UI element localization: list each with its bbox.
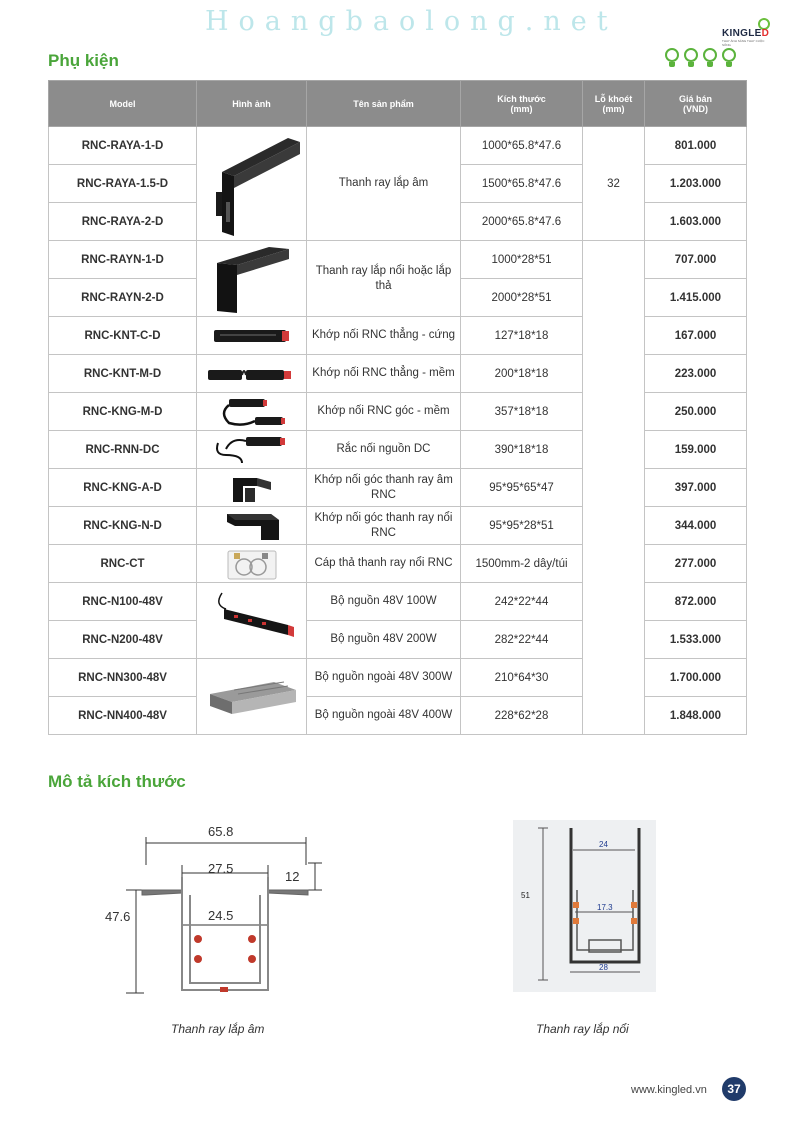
price-cell: 250.000 — [645, 393, 747, 431]
dim-flange: 12 — [285, 869, 300, 884]
price-cell: 872.000 — [645, 583, 747, 621]
name-cell: Khớp nối góc thanh ray nổi RNC — [307, 507, 461, 545]
recessed-rail-diagram — [100, 815, 330, 1000]
caption-recessed: Thanh ray lắp âm — [171, 1022, 265, 1036]
size-cell: 210*64*30 — [461, 659, 583, 697]
product-image-corner-surface — [197, 507, 307, 545]
product-image-48v-driver — [197, 583, 307, 659]
model-cell: RNC-RAYA-1.5-D — [49, 165, 197, 203]
dim-width: 65.8 — [208, 824, 234, 839]
size-cell: 390*18*18 — [461, 431, 583, 469]
size-cell: 2000*28*51 — [461, 279, 583, 317]
size-cell: 1000*65.8*47.6 — [461, 127, 583, 165]
name-cell: Cáp thả thanh ray nổi RNC — [307, 545, 461, 583]
name-cell: Khớp nối RNC thẳng - mềm — [307, 355, 461, 393]
product-image-connector-flexible — [197, 355, 307, 393]
size-cell: 127*18*18 — [461, 317, 583, 355]
logo-tagline: THAY ÁNH SÁNG THAY CUỘC SỐNG — [722, 39, 765, 47]
model-cell: RNC-RAYA-2-D — [49, 203, 197, 241]
model-cell: RNC-NN400-48V — [49, 697, 197, 735]
name-cell: Khớp nối góc thanh ray âm RNC — [307, 469, 461, 507]
size-cell: 95*95*65*47 — [461, 469, 583, 507]
model-cell: RNC-KNG-A-D — [49, 469, 197, 507]
price-cell: 1.700.000 — [645, 659, 747, 697]
caption-surface: Thanh ray lắp nổi — [536, 1022, 629, 1036]
product-image-dc-power-cable — [197, 431, 307, 469]
model-cell: RNC-NN300-48V — [49, 659, 197, 697]
name-cell: Thanh ray lắp âm — [307, 127, 461, 241]
hole-cell: 32 — [583, 127, 645, 241]
product-image-external-driver — [197, 659, 307, 735]
size-cell: 282*22*44 — [461, 621, 583, 659]
header-hole: Lỗ khoét (mm) — [583, 81, 645, 127]
surface-rail-diagram — [513, 820, 656, 992]
price-cell: 159.000 — [645, 431, 747, 469]
size-cell: 95*95*28*51 — [461, 507, 583, 545]
size-cell: 200*18*18 — [461, 355, 583, 393]
product-image-suspension-cable — [197, 545, 307, 583]
size-cell: 2000*65.8*47.6 — [461, 203, 583, 241]
model-cell: RNC-RAYN-1-D — [49, 241, 197, 279]
price-cell: 223.000 — [645, 355, 747, 393]
dim-top: 24 — [599, 840, 608, 849]
product-table — [48, 80, 747, 735]
logo-main: KINGLE — [722, 28, 762, 39]
watermark: Hoangbaolong.net — [205, 6, 618, 37]
section-title-accessories: Phụ kiện — [48, 51, 119, 70]
product-image-corner-recessed — [197, 469, 307, 507]
size-cell: 1500mm-2 dây/túi — [461, 545, 583, 583]
price-cell: 1.415.000 — [645, 279, 747, 317]
price-cell: 344.000 — [645, 507, 747, 545]
model-cell: RNC-KNG-M-D — [49, 393, 197, 431]
model-cell: RNC-RAYA-1-D — [49, 127, 197, 165]
model-cell: RNC-KNG-N-D — [49, 507, 197, 545]
name-cell: Bộ nguồn ngoài 48V 300W — [307, 659, 461, 697]
size-cell: 228*62*28 — [461, 697, 583, 735]
hole-cell-empty — [583, 241, 645, 735]
size-cell: 1500*65.8*47.6 — [461, 165, 583, 203]
model-cell: RNC-KNT-C-D — [49, 317, 197, 355]
product-image-surface-rail — [197, 241, 307, 317]
price-cell: 1.203.000 — [645, 165, 747, 203]
table-row — [49, 241, 747, 279]
bulb-icon — [702, 48, 718, 68]
header-model: Model — [49, 81, 197, 127]
page-number: 37 — [722, 1077, 746, 1101]
model-cell: RNC-KNT-M-D — [49, 355, 197, 393]
bulb-icon — [683, 48, 699, 68]
header-name: Tên sản phẩm — [307, 81, 461, 127]
price-cell: 707.000 — [645, 241, 747, 279]
price-cell: 1.533.000 — [645, 621, 747, 659]
dim-inner: 17.3 — [597, 903, 613, 912]
name-cell: Bộ nguồn 48V 100W — [307, 583, 461, 621]
price-cell: 1.848.000 — [645, 697, 747, 735]
dim-bottom: 28 — [599, 963, 608, 972]
section-title-dimensions: Mô tả kích thước — [48, 772, 186, 791]
dim-height: 51 — [521, 891, 530, 900]
price-cell: 277.000 — [645, 545, 747, 583]
product-image-corner-connector-flexible — [197, 393, 307, 431]
name-cell: Khớp nối RNC góc - mềm — [307, 393, 461, 431]
table-row — [49, 127, 747, 165]
name-cell: Bộ nguồn ngoài 48V 400W — [307, 697, 461, 735]
dim-height: 47.6 — [105, 909, 131, 924]
model-cell: RNC-CT — [49, 545, 197, 583]
bulb-icon — [664, 48, 680, 68]
product-image-connector-rigid — [197, 317, 307, 355]
price-cell: 801.000 — [645, 127, 747, 165]
size-cell: 242*22*44 — [461, 583, 583, 621]
size-cell: 1000*28*51 — [461, 241, 583, 279]
model-cell: RNC-N100-48V — [49, 583, 197, 621]
name-cell: Khớp nối RNC thẳng - cứng — [307, 317, 461, 355]
name-cell: Thanh ray lắp nổi hoặc lắp thả — [307, 241, 461, 317]
model-cell: RNC-RNN-DC — [49, 431, 197, 469]
product-image-recessed-rail — [197, 127, 307, 241]
model-cell: RNC-RAYN-2-D — [49, 279, 197, 317]
kingled-logo — [722, 18, 774, 47]
table-header-row — [49, 81, 747, 127]
header-image: Hình ảnh — [197, 81, 307, 127]
logo-accent: D — [761, 28, 770, 39]
dim-inner-top: 27.5 — [208, 861, 234, 876]
header-price: Giá bán (VND) — [645, 81, 747, 127]
name-cell: Rắc nối nguồn DC — [307, 431, 461, 469]
footer-url: www.kingled.vn — [631, 1084, 707, 1096]
name-cell: Bộ nguồn 48V 200W — [307, 621, 461, 659]
energy-rating-icons — [664, 48, 737, 68]
bulb-icon — [721, 48, 737, 68]
dim-inner: 24.5 — [208, 908, 234, 923]
price-cell: 167.000 — [645, 317, 747, 355]
model-cell: RNC-N200-48V — [49, 621, 197, 659]
header-size: Kích thước (mm) — [461, 81, 583, 127]
price-cell: 397.000 — [645, 469, 747, 507]
size-cell: 357*18*18 — [461, 393, 583, 431]
price-cell: 1.603.000 — [645, 203, 747, 241]
